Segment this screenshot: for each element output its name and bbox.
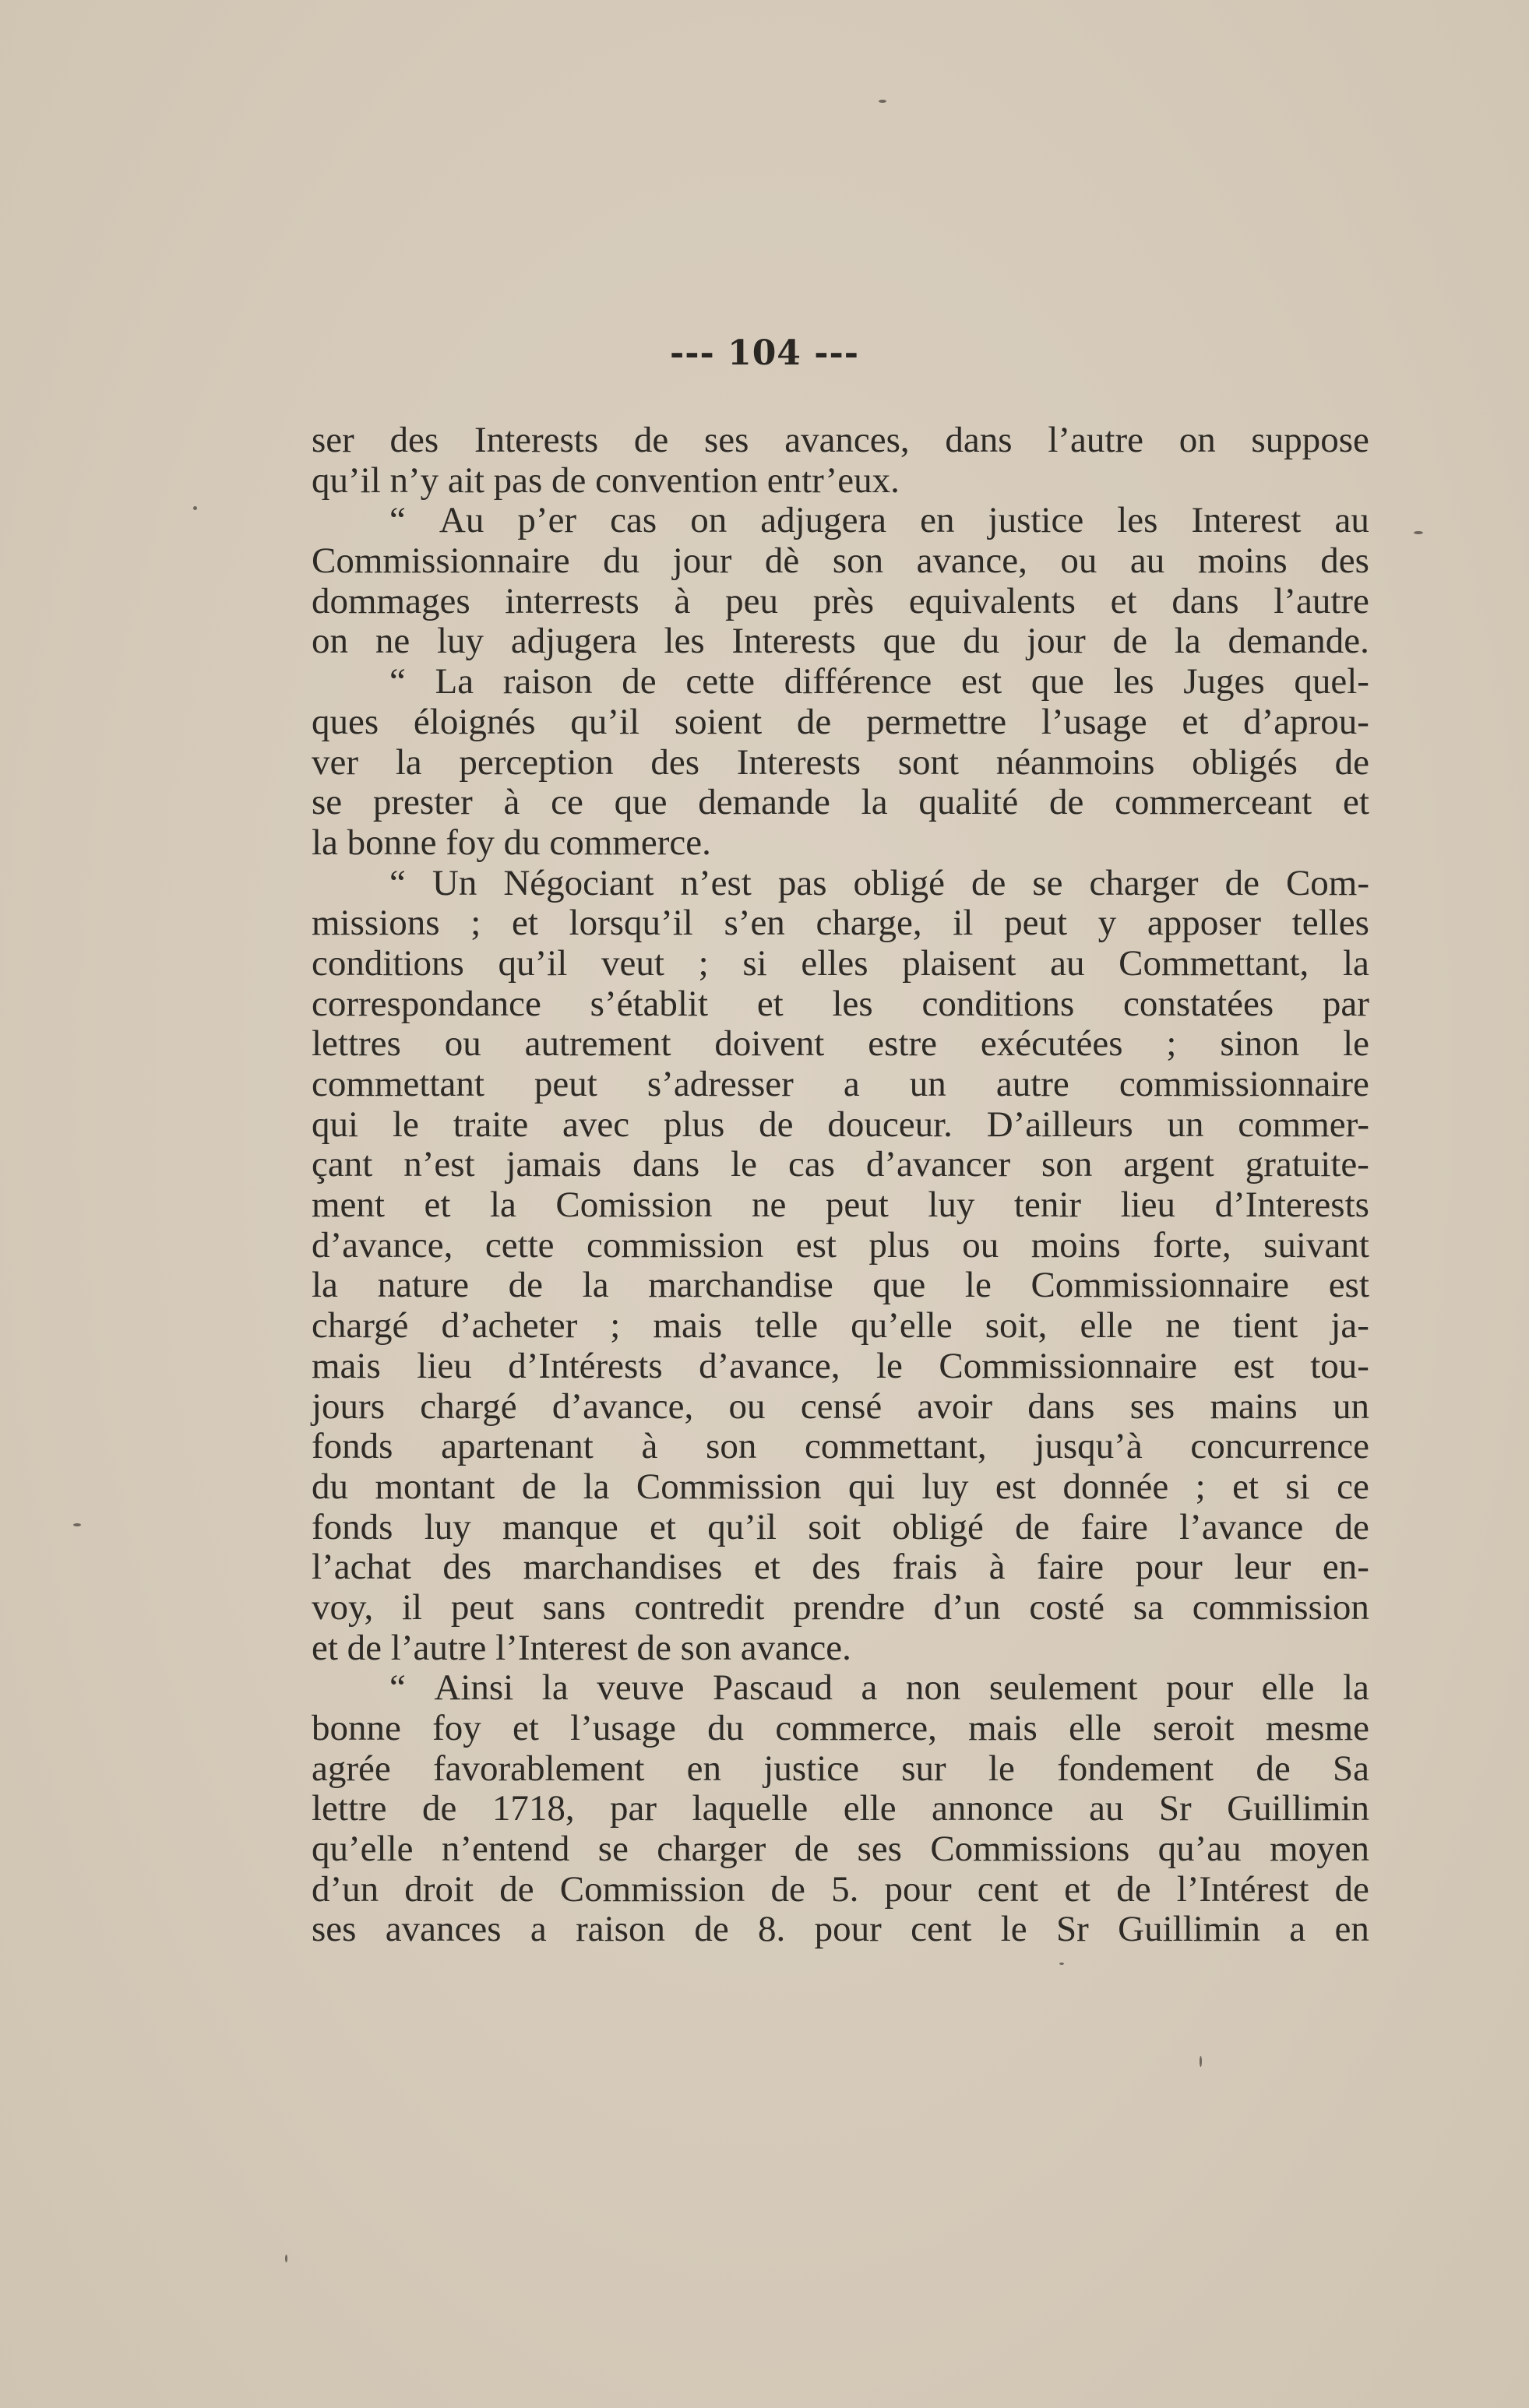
paper-speck — [1059, 1963, 1064, 1965]
text-line: qui le traite avec plus de douceur. D’ailleurs un commer- — [312, 1104, 1369, 1145]
text-line: voy, il peut sans contredit prendre d’un costé sa commission — [312, 1586, 1369, 1628]
text-line: “ La raison de cette différence est que les Juges quel- — [389, 661, 1369, 702]
text-line: Commissionnaire du jour dè son avance, ou au moins des — [312, 540, 1369, 582]
text-line: d’un droit de Commission de 5. pour cent et de l’Intérest de — [312, 1868, 1369, 1910]
paper-speck — [73, 1523, 81, 1526]
text-line: ser des Interests de ses avances, dans l’autre on suppose — [312, 420, 1369, 460]
text-line: “ Au p’er cas on adjugera en justice les Interest au — [389, 500, 1369, 541]
text-line: ver la perception des Interests sont néanmoins obligés de — [312, 741, 1369, 783]
text-line: et de l’autre l’Interest de son avance. — [312, 1627, 851, 1668]
text-line: on ne luy adjugera les Interests que du jour de la demande. — [312, 621, 1369, 662]
text-line: qu’il n’y ait pas de convention entr’eux. — [312, 459, 900, 501]
text-line: la bonne foy du commerce. — [312, 822, 711, 863]
text-line: lettres ou autrement doivent estre exécutées ; sinon le — [312, 1023, 1369, 1065]
paper-speck — [1414, 531, 1423, 534]
paper-speck — [193, 506, 197, 510]
text-line: fonds apartenant à son commettant, jusqu’à concurrence — [312, 1426, 1369, 1467]
text-line: fonds luy manque et qu’il soit obligé de faire l’avance de — [312, 1506, 1369, 1547]
text-line: se prester à ce que demande la qualité de commerceant et — [312, 782, 1369, 823]
text-line: ses avances a raison de 8. pour cent le Sr Guillimin a en — [312, 1909, 1369, 1950]
text-line: “ Un Négociant n’est pas obligé de se charger de Com- — [389, 862, 1369, 903]
text-line: bonne foy et l’usage du commerce, mais elle seroit mesme — [312, 1708, 1369, 1748]
paper-speck — [1200, 2056, 1202, 2067]
text-line: mais lieu d’Intérests d’avance, le Commissionnaire est tou- — [312, 1345, 1369, 1386]
text-line: commettant peut s’adresser a un autre commissionnaire — [312, 1064, 1369, 1104]
text-line: du montant de la Commission qui luy est donnée ; et si ce — [312, 1466, 1369, 1507]
text-line: çant n’est jamais dans le cas d’avancer son argent gratuite- — [312, 1144, 1369, 1185]
page-number: --- 104 --- — [669, 333, 860, 373]
text-line: “ Ainsi la veuve Pascaud a non seulement pour elle la — [389, 1667, 1369, 1709]
text-line: dommages interrests à peu près equivalents et dans l’autre — [312, 580, 1369, 621]
text-line: agrée favorablement en justice sur le fondement de Sa — [312, 1748, 1369, 1789]
text-line: l’achat des marchandises et des frais à faire pour leur en- — [312, 1547, 1369, 1588]
text-line: correspondance s’établit et les conditions constatées par — [312, 983, 1369, 1024]
text-line: d’avance, cette commission est plus ou moins forte, suivant — [312, 1224, 1369, 1266]
text-line: lettre de 1718, par laquelle elle annonce au Sr Guillimin — [312, 1788, 1369, 1829]
text-line: chargé d’acheter ; mais telle qu’elle soit, elle ne tient ja- — [312, 1305, 1369, 1347]
text-line: la nature de la marchandise que le Commissionnaire est — [312, 1265, 1369, 1306]
paper-speck — [285, 2255, 287, 2262]
paper-speck — [879, 100, 886, 103]
text-line: ques éloignés qu’il soient de permettre l’usage et d’aprou- — [312, 701, 1369, 742]
text-line: conditions qu’il veut ; si elles plaisent au Commettant, la — [312, 942, 1369, 984]
text-line: jours chargé d’avance, ou censé avoir dans ses mains un — [312, 1385, 1369, 1427]
text-line: missions ; et lorsqu’il s’en charge, il peut y apposer telles — [312, 903, 1369, 944]
text-line: qu’elle n’entend se charger de ses Commissions qu’au moyen — [312, 1829, 1369, 1870]
body-text — [312, 421, 1369, 1950]
text-line: ment et la Comission ne peut luy tenir lieu d’Interests — [312, 1185, 1369, 1226]
